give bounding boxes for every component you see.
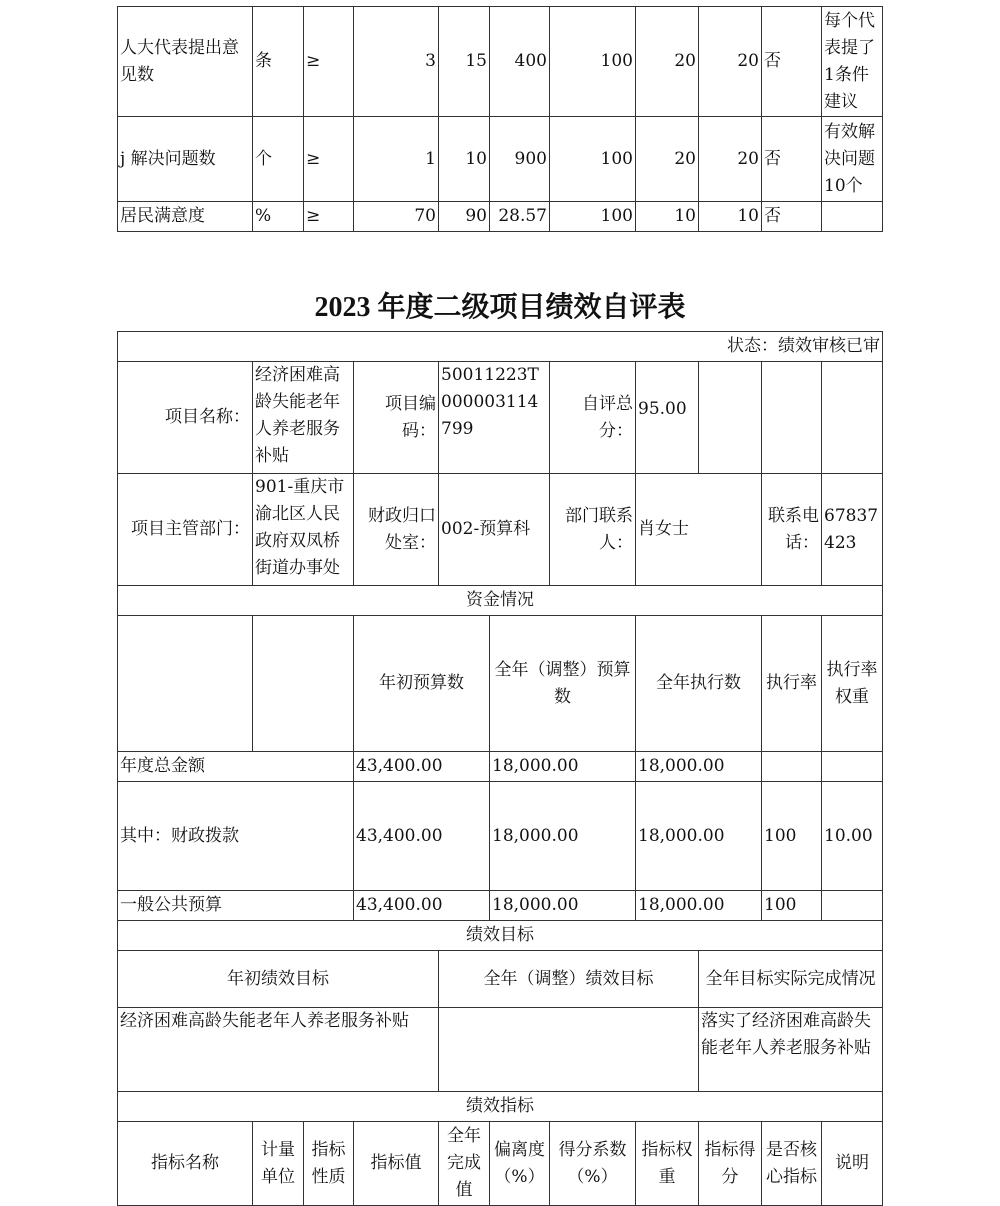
office-value: 002-预算科 <box>439 474 550 586</box>
indicator-weight: 20 <box>636 7 699 117</box>
funds-executed: 18,000.00 <box>636 782 762 891</box>
indicator-deviation: 400 <box>490 7 550 117</box>
indicator-coef: 100 <box>550 7 636 117</box>
indicators-header: 指标值 <box>354 1122 439 1206</box>
funds-adjusted: 18,000.00 <box>490 891 636 921</box>
indicator-coef: 100 <box>550 202 636 232</box>
indicator-core: 否 <box>762 7 822 117</box>
funds-row-label: 年度总金额 <box>118 752 354 782</box>
indicator-actual: 15 <box>439 7 490 117</box>
phone-label: 联系电话： <box>762 474 822 586</box>
table-row <box>118 202 883 232</box>
goals-header: 全年目标实际完成情况 <box>699 951 883 1008</box>
funds-executed: 18,000.00 <box>636 891 762 921</box>
indicator-weight: 20 <box>636 117 699 202</box>
indicator-continuation-table <box>117 6 883 232</box>
indicators-header: 指标权重 <box>636 1122 699 1206</box>
funds-header: 全年（调整）预算数 <box>490 616 636 752</box>
funds-initial: 43,400.00 <box>354 782 490 891</box>
indicators-header: 说明 <box>822 1122 883 1206</box>
indicators-header: 是否核心指标 <box>762 1122 822 1206</box>
funds-weight <box>822 752 883 782</box>
indicator-name: 人大代表提出意见数 <box>118 7 253 117</box>
goals-initial: 经济困难高龄失能老年人养老服务补贴 <box>118 1008 439 1092</box>
indicator-score: 20 <box>699 7 762 117</box>
indicator-target: 70 <box>354 202 439 232</box>
indicators-header: 全年完成值 <box>439 1122 490 1206</box>
funds-executed: 18,000.00 <box>636 752 762 782</box>
funds-rate: 100 <box>762 891 822 921</box>
indicator-deviation: 900 <box>490 117 550 202</box>
indicators-header: 得分系数（%） <box>550 1122 636 1206</box>
funds-adjusted: 18,000.00 <box>490 752 636 782</box>
funds-header: 执行率 <box>762 616 822 752</box>
indicator-actual: 90 <box>439 202 490 232</box>
empty-cell <box>822 362 883 474</box>
self-score-label: 自评总分： <box>550 362 636 474</box>
funds-header: 年初预算数 <box>354 616 490 752</box>
contact-label: 部门联系人： <box>550 474 636 586</box>
indicator-note <box>822 202 883 232</box>
indicators-header: 指标得分 <box>699 1122 762 1206</box>
empty-cell <box>699 362 762 474</box>
funds-adjusted: 18,000.00 <box>490 782 636 891</box>
indicators-header: 计量单位 <box>253 1122 304 1206</box>
funds-header: 执行率权重 <box>822 616 883 752</box>
project-name-label: 项目名称： <box>118 362 253 474</box>
indicators-header: 指标性质 <box>304 1122 354 1206</box>
indicator-deviation: 28.57 <box>490 202 550 232</box>
funds-weight <box>822 891 883 921</box>
funds-weight: 10.00 <box>822 782 883 891</box>
funds-section-title: 资金情况 <box>118 586 883 616</box>
indicator-coef: 100 <box>550 117 636 202</box>
indicator-unit: % <box>253 202 304 232</box>
indicator-unit: 个 <box>253 117 304 202</box>
status-badge: 状态：绩效审核已审 <box>118 332 883 362</box>
table-row <box>118 7 883 117</box>
table-row <box>118 117 883 202</box>
empty-cell <box>118 616 253 752</box>
project-code-label: 项目编码： <box>354 362 439 474</box>
indicator-name: 居民满意度 <box>118 202 253 232</box>
indicator-name: j 解决问题数 <box>118 117 253 202</box>
indicator-core: 否 <box>762 202 822 232</box>
indicator-nature: ≥ <box>304 202 354 232</box>
empty-cell <box>762 362 822 474</box>
funds-initial: 43,400.00 <box>354 752 490 782</box>
indicator-note: 每个代表提了1条件建议 <box>822 7 883 117</box>
goals-header: 全年（调整）绩效目标 <box>439 951 699 1008</box>
indicator-unit: 条 <box>253 7 304 117</box>
phone-value: 67837423 <box>822 474 883 586</box>
goals-completion: 落实了经济困难高龄失能老年人养老服务补贴 <box>699 1008 883 1092</box>
indicator-note: 有效解决问题10个 <box>822 117 883 202</box>
project-name-value: 经济困难高龄失能老年人养老服务补贴 <box>253 362 354 474</box>
contact-value: 肖女士 <box>636 474 762 586</box>
project-code-value: 50011223T000003114799 <box>439 362 550 474</box>
indicator-score: 10 <box>699 202 762 232</box>
indicator-nature: ≥ <box>304 117 354 202</box>
funds-rate: 100 <box>762 782 822 891</box>
indicator-core: 否 <box>762 117 822 202</box>
goals-section-title: 绩效目标 <box>118 921 883 951</box>
dept-value: 901-重庆市渝北区人民政府双凤桥街道办事处 <box>253 474 354 586</box>
funds-row-label: 一般公共预算 <box>118 891 354 921</box>
dept-label: 项目主管部门： <box>118 474 253 586</box>
empty-cell <box>253 616 354 752</box>
indicators-section-title: 绩效指标 <box>118 1092 883 1122</box>
indicator-nature: ≥ <box>304 7 354 117</box>
goals-header: 年初绩效目标 <box>118 951 439 1008</box>
office-label: 财政归口处室： <box>354 474 439 586</box>
funds-initial: 43,400.00 <box>354 891 490 921</box>
funds-rate <box>762 752 822 782</box>
indicator-score: 20 <box>699 117 762 202</box>
indicator-target: 3 <box>354 7 439 117</box>
page-title: 2023 年度二级项目绩效自评表 <box>314 292 686 323</box>
indicator-target: 1 <box>354 117 439 202</box>
funds-header: 全年执行数 <box>636 616 762 752</box>
indicators-header: 偏离度（%） <box>490 1122 550 1206</box>
indicator-actual: 10 <box>439 117 490 202</box>
indicator-weight: 10 <box>636 202 699 232</box>
indicators-header: 指标名称 <box>118 1122 253 1206</box>
self-score-value: 95.00 <box>636 362 699 474</box>
funds-row-label: 其中：财政拨款 <box>118 782 354 891</box>
goals-adjusted <box>439 1008 699 1092</box>
evaluation-table <box>117 331 883 1206</box>
